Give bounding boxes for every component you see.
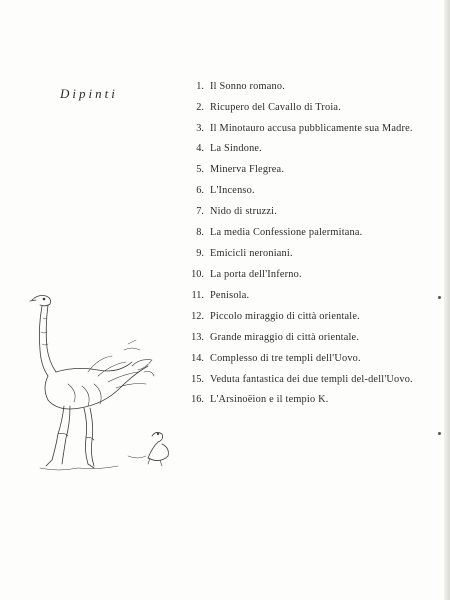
item-title: Emicicli neroniani. [210, 248, 293, 259]
list-item [178, 353, 418, 364]
item-title: La media Confessione palermitana. [210, 227, 363, 238]
list-item [178, 248, 418, 259]
list-item [178, 185, 418, 196]
item-number: 16. [191, 394, 204, 405]
list-item [178, 311, 418, 322]
item-title: Ricupero del Cavallo di Troia. [210, 102, 341, 113]
page-edge-shadow [444, 0, 450, 600]
item-number: 2. [196, 102, 204, 113]
list-item [178, 290, 418, 301]
list-item [178, 143, 418, 154]
item-number: 7. [196, 206, 204, 217]
item-title: Grande miraggio di città orientale. [210, 332, 360, 343]
page-speck [438, 432, 441, 435]
item-title: Penisola. [210, 290, 250, 301]
section-title: Dipinti [60, 86, 118, 101]
item-title: Minerva Flegrea. [210, 164, 285, 175]
item-title: La Sindone. [210, 143, 262, 154]
list-item [178, 164, 418, 175]
list-item [178, 332, 418, 343]
list-item [178, 269, 418, 280]
list-item [178, 81, 418, 92]
list-item [178, 206, 418, 217]
item-number: 5. [196, 164, 204, 175]
item-title: Complesso di tre templi dell'Uovo. [210, 353, 361, 364]
item-title: La porta dell'Inferno. [210, 269, 302, 280]
list-item [178, 394, 418, 405]
item-number: 15. [191, 374, 204, 385]
item-title: Piccolo miraggio di città orientale. [210, 311, 360, 322]
item-number: 10. [191, 269, 204, 280]
paintings-list [178, 81, 418, 415]
item-number: 14. [191, 353, 204, 364]
item-number: 6. [196, 185, 204, 196]
item-number: 13. [191, 332, 204, 343]
item-title: L'Incenso. [210, 185, 255, 196]
item-number: 11. [191, 290, 204, 301]
list-item [178, 123, 418, 134]
item-number: 1. [196, 81, 204, 92]
list-item [178, 374, 418, 385]
item-number: 12. [191, 311, 204, 322]
page-speck [438, 296, 441, 299]
item-title: Veduta fantastica dei due templi del-dell'Uovo. [210, 374, 413, 385]
item-number: 8. [196, 227, 204, 238]
item-number: 4. [196, 143, 204, 154]
item-title: Il Sonno romano. [210, 81, 285, 92]
item-number: 3. [196, 123, 204, 134]
list-item [178, 102, 418, 113]
item-title: Nido di struzzi. [210, 206, 277, 217]
item-number: 9. [196, 248, 204, 259]
ostrich-sketch-icon [28, 288, 178, 478]
item-title: L'Arsinoëion e il tempio K. [210, 394, 329, 405]
item-title: Il Minotauro accusa pubblicamente sua Madre. [210, 123, 413, 134]
list-item [178, 227, 418, 238]
